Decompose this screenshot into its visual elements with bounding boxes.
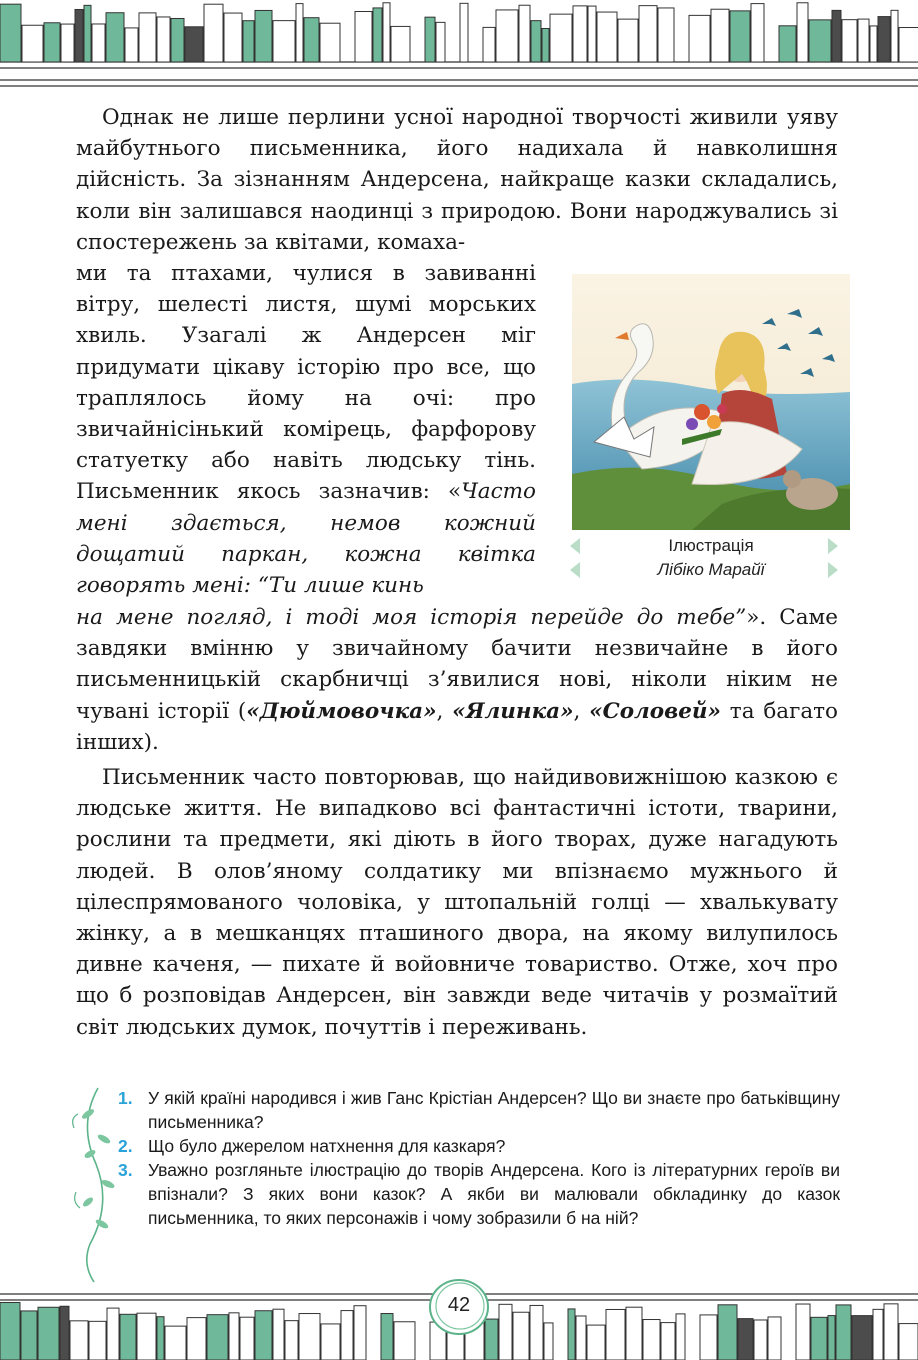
book-spine — [597, 12, 617, 62]
book-spine — [730, 11, 750, 62]
book-spine — [530, 1305, 543, 1360]
book-spine — [320, 23, 340, 62]
book-spine — [809, 20, 831, 62]
paragraph-intro-text: Однак не лише перлини усної народної творчості живили уяву майбутнього письменника, його надихала й навколишня дійсність. За зізнанням Андерсена, найкраще казки складались, коли він залишався наодинці з природою. Вони народжувались зі спостережень за квітами, комаха- — [76, 105, 838, 255]
book-spine — [60, 1306, 69, 1360]
paragraph-continuation — [76, 602, 838, 758]
book-spine — [391, 26, 410, 62]
book-spine — [299, 1314, 320, 1360]
book-spine — [779, 26, 796, 62]
book-spine — [296, 4, 303, 62]
book-spine — [568, 1309, 575, 1360]
question-number: 1. — [118, 1088, 133, 1108]
question-item — [118, 1086, 840, 1134]
top-bookshelf-decoration — [0, 0, 918, 88]
question-item — [118, 1158, 840, 1230]
book-spine — [738, 1319, 753, 1360]
book-spine — [255, 10, 272, 62]
book-spine — [519, 5, 530, 62]
book-spine — [460, 3, 468, 62]
book-spine — [139, 13, 156, 62]
book-spine — [321, 1324, 340, 1360]
quote-close: ». — [746, 605, 767, 630]
book-spine — [711, 9, 729, 62]
book-spine — [21, 1311, 37, 1360]
book-spine — [884, 1304, 898, 1360]
book-spine — [768, 1317, 781, 1360]
question-text: У якій країні народився і жив Ганс Крістіан Андерсен? Що ви знаєте про батьківщину письменника? — [148, 1088, 840, 1132]
book-spine — [120, 1314, 136, 1360]
caption-author: Лібіко Марайї — [657, 560, 765, 579]
book-spine — [899, 28, 918, 62]
book-spine — [61, 24, 74, 62]
book-spine — [828, 1316, 835, 1360]
book-spine — [38, 1307, 59, 1360]
book-spine — [542, 29, 549, 62]
book-spine — [626, 1307, 642, 1360]
book-spine — [273, 1309, 284, 1360]
book-spine — [229, 1313, 239, 1360]
book-spine — [436, 22, 445, 62]
book-spine — [852, 1316, 872, 1360]
caption-title: Ілюстрація — [668, 536, 754, 555]
andersen-quote-part2: на мене погляд, і тоді моя історія перейде до тебе” — [76, 605, 747, 630]
book-spine — [92, 24, 105, 62]
paragraph-life-as-tale — [76, 762, 838, 1043]
book-spine — [587, 1325, 605, 1360]
question-number: 3. — [118, 1160, 133, 1180]
question-text: Що було джерелом натхнення для казкаря? — [148, 1136, 506, 1156]
book-spine — [661, 1323, 675, 1360]
paragraph-continuation-text: Саме завдяки вмінню у звичайному бачити незвичайне в його письменницькій скарбничці з’явилися нові, ніколи ніким не чувані історії ( — [76, 605, 838, 724]
paragraph-end-text: та багато інших). — [76, 698, 838, 755]
page-number: 42 — [447, 1294, 471, 1316]
book-spine — [44, 23, 60, 62]
book-spine — [355, 12, 372, 62]
tale-title-thumbelina: «Дюймовочка» — [246, 698, 437, 724]
book-spine — [185, 27, 203, 62]
book-spine — [243, 21, 254, 62]
book-spine — [891, 10, 898, 62]
book-spine — [639, 6, 657, 62]
page-number-badge — [426, 1274, 492, 1340]
book-spine — [513, 1312, 529, 1360]
book-spine — [425, 17, 435, 62]
book-spine — [676, 1314, 685, 1360]
book-spine — [157, 17, 170, 62]
illustration-caption — [572, 534, 850, 582]
book-spine — [751, 4, 764, 62]
book-spine — [870, 26, 877, 62]
question-text: Уважно розгляньте ілюстрацію до творів Андерсена. Кого із літературних героїв ви впізнали? З яких вони казок? А якби ви малювали обкладинку до казок письменника, то яких персонажів і чому зобразили б на ній? — [148, 1160, 840, 1228]
book-spine — [588, 6, 596, 62]
book-spine — [137, 1313, 156, 1360]
book-spine — [718, 1305, 737, 1360]
book-spine — [550, 14, 572, 62]
book-spine — [22, 25, 43, 62]
title-separator: , — [436, 698, 453, 724]
questions-list — [118, 1086, 840, 1230]
book-spine — [811, 1317, 827, 1360]
illustration-image — [572, 274, 850, 530]
book-spine — [107, 1308, 119, 1360]
book-spine — [106, 13, 124, 62]
book-spine — [171, 18, 184, 62]
book-spine — [606, 1309, 625, 1360]
bookshelf-top-svg — [0, 0, 918, 88]
book-spine — [84, 5, 91, 62]
title-separator: , — [573, 698, 590, 724]
book-spine — [70, 1321, 88, 1360]
book-spine — [373, 8, 382, 62]
book-spine — [204, 4, 223, 62]
book-spine — [255, 1311, 272, 1360]
book-spine — [618, 19, 638, 62]
book-spine — [383, 3, 390, 62]
book-spine — [187, 1318, 206, 1360]
book-spine — [899, 1324, 918, 1360]
book-spine — [700, 1315, 717, 1360]
book-spine — [341, 1311, 353, 1360]
book-spine — [285, 1321, 298, 1360]
book-spine — [165, 1326, 186, 1360]
book-spine — [207, 1315, 228, 1360]
book-spine — [878, 17, 890, 62]
book-spine — [832, 10, 841, 62]
book-spine — [858, 19, 869, 62]
book-spine — [842, 20, 857, 62]
book-spine — [0, 4, 21, 62]
andersen-quote-part1: Часто мені здається, немов кожний дощатий паркан, кожна квітка говорять мені: “Ти лише кинь — [76, 479, 536, 599]
book-spine — [754, 1320, 767, 1360]
book-spine — [0, 1302, 20, 1360]
book-spine — [354, 1306, 366, 1360]
paragraph-wrapped — [76, 258, 536, 601]
paragraph-life-as-tale-text: Письменник часто повторював, що найдивовижнішою казкою є людське життя. Не випадково всі фантастичні істоти, тварини, рослини та предмети, які діють в його творах, дуже нагадують людей. В олов’яному солдатику ми впізнаємо мужнього й цілеспрямованого чоловіка, у штопальній голці — хвалькувату жінку, а в мешканцях пташиного двора, на якому вилупилось дивне каченя, — пихате й войовниче товариство. Отже, хоч про що б розповідав Андерсен, він завжди веде читачів у розмаїтий світ людських думок, почуттів і переживань. — [76, 765, 838, 1040]
book-spine — [836, 1305, 851, 1360]
book-spine — [496, 10, 518, 62]
book-spine — [873, 1309, 883, 1360]
book-spine — [796, 1304, 810, 1360]
book-spine — [304, 18, 319, 62]
quote-open: « — [448, 479, 462, 505]
book-spine — [273, 21, 295, 62]
book-spine — [240, 1317, 254, 1360]
book-spine — [576, 1316, 586, 1360]
illustration-swan-girl — [572, 274, 850, 530]
tale-title-fir-tree: «Ялинка» — [452, 698, 574, 724]
book-spine — [544, 1323, 553, 1360]
book-spine — [797, 3, 808, 62]
book-spine — [75, 9, 83, 62]
book-spine — [125, 28, 138, 62]
book-spine — [224, 13, 242, 62]
book-spine — [89, 1321, 106, 1360]
paragraph-wrapped-text: ми та птахами, чулися в завиванні вітру, шелесті листя, шумі морських хвиль. Узагалі ж Андерсен міг придумати цікаву історію про все, що траплялось йому на очі: про звичайнісінький комірець, фарфорову статуетку або навіть людську тінь. Письменник якось зазначив: — [76, 261, 536, 505]
book-spine — [499, 1304, 512, 1360]
vine-ornament-icon — [68, 1084, 116, 1284]
book-spine — [483, 27, 495, 62]
book-spine — [573, 6, 587, 62]
paragraph-intro — [76, 102, 838, 258]
book-spine — [157, 1317, 164, 1360]
question-number: 2. — [118, 1136, 133, 1156]
book-spine — [381, 1314, 393, 1360]
question-item — [118, 1134, 840, 1158]
book-spine — [658, 8, 674, 62]
book-spine — [643, 1320, 660, 1360]
tale-title-nightingale: «Соловей» — [589, 698, 721, 724]
book-spine — [531, 21, 541, 62]
book-spine — [394, 1322, 415, 1360]
book-spine — [689, 15, 710, 62]
